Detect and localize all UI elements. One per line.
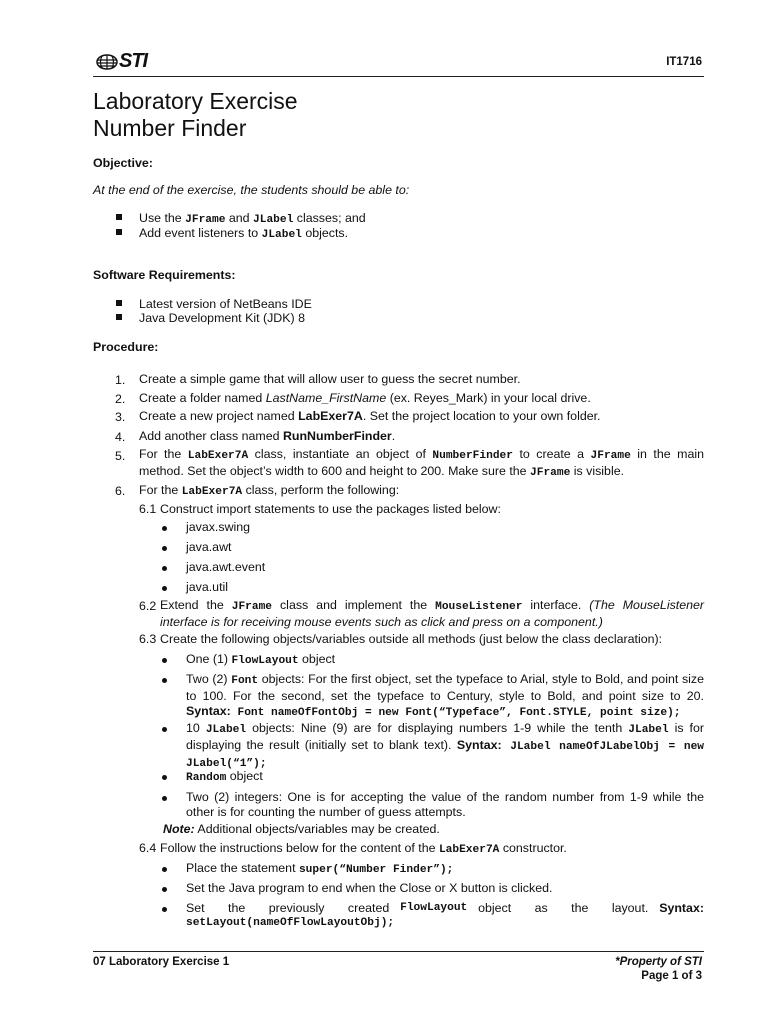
header-divider — [93, 76, 704, 77]
step-text: For the LabExer7A class, perform the following: — [139, 483, 400, 498]
bullet-icon — [116, 214, 122, 220]
package-item: java.util — [186, 580, 229, 594]
step-number: 2. — [115, 392, 126, 406]
step-text: Create a simple game that will allow user to guess the secret number. — [139, 372, 521, 386]
step-text: Create a new project named LabExer7A. Set the project location to your own folder. — [139, 409, 601, 423]
step-text: Add another class named RunNumberFinder. — [139, 429, 396, 443]
bullet-icon — [162, 796, 167, 801]
page-title: Laboratory Exercise — [93, 88, 298, 114]
substep-number: 6.1 — [139, 502, 157, 516]
footer-property: *Property of STI — [615, 956, 702, 968]
software-item: Java Development Kit (JDK) 8 — [139, 311, 305, 325]
footer-page-number: Page 1 of 3 — [641, 970, 702, 982]
step-number: 5. — [115, 449, 126, 463]
bullet-icon — [162, 546, 167, 551]
constructor-item: Place the statement super(“Number Finder”); — [186, 861, 454, 876]
bullet-icon — [162, 727, 167, 732]
substep-text: Follow the instructions below for the content of the LabExer7A constructor. — [160, 841, 567, 856]
object-item: Two (2) integers: One is for accepting the value of the random number from 1-9 while the other is for counting the number of guess attempts. — [186, 790, 704, 819]
course-code: IT1716 — [666, 56, 702, 68]
bullet-icon — [116, 300, 122, 306]
bullet-icon — [162, 658, 167, 663]
substep-text: Construct import statements to use the packages listed below: — [160, 502, 501, 516]
step-number: 3. — [115, 410, 126, 424]
object-item: 10 JLabel objects: Nine (9) are for displaying numbers 1-9 while the tenth JLabel is for displaying the result (initially set to blank text). Syntax: JLabel nameOfJLabelObj = new JLabel(“1”); — [186, 721, 705, 770]
software-heading: Software Requirements: — [93, 268, 236, 282]
globe-logo-icon — [96, 54, 118, 70]
footer-document-title: 07 Laboratory Exercise 1 — [93, 956, 230, 968]
procedure-heading: Procedure: — [93, 340, 159, 354]
step-number: 1. — [115, 373, 126, 387]
objective-item: Use the JFrame and JLabel classes; and — [139, 211, 366, 226]
step-number: 4. — [115, 430, 126, 444]
bullet-icon — [162, 586, 167, 591]
logo-text: STI — [119, 50, 148, 72]
object-item: Two (2) Font objects: For the first object, set the typeface to Arial, style to Bold, and point size to 100. For the second, set the typeface to Century, style to Bold, and point size to 20. Syntax: Font nameOfFontObj = new Font(“Typeface”, Font.STYLE, point size); — [186, 672, 704, 719]
object-item: One (1) FlowLayout object — [186, 652, 336, 667]
substep-number: 6.4 — [139, 841, 157, 855]
step-number: 6. — [115, 484, 126, 498]
substep-number: 6.2 — [139, 599, 157, 613]
objective-intro: At the end of the exercise, the students should be able to: — [93, 183, 410, 197]
bullet-icon — [162, 566, 167, 571]
substep-number: 6.3 — [139, 632, 157, 646]
objective-heading: Objective: — [93, 156, 153, 170]
footer-divider — [93, 951, 704, 952]
sti-logo — [96, 50, 147, 73]
bullet-icon — [162, 526, 167, 531]
bullet-icon — [116, 314, 122, 320]
bullet-icon — [162, 775, 167, 780]
package-item: java.awt — [186, 540, 232, 554]
bullet-icon — [162, 907, 167, 912]
package-item: javax.swing — [186, 520, 251, 534]
page-subtitle: Number Finder — [93, 115, 247, 141]
substep-text: Extend the JFrame class and implement the MouseListener interface. (The MouseListener interface is for receiving mouse events such as click and press on a component.) — [160, 598, 705, 629]
bullet-icon — [116, 229, 122, 235]
bullet-icon — [162, 867, 167, 872]
bullet-icon — [162, 887, 167, 892]
step-text: Create a folder named LastName_FirstName (ex. Reyes_Mark) in your local drive. — [139, 391, 591, 405]
constructor-item: Set the previously created FlowLayout object as the layout. Syntax: setLayout(nameOfFlowLayoutObj); — [186, 901, 704, 929]
package-item: java.awt.event — [186, 560, 266, 574]
substep-text: Create the following objects/variables outside all methods (just below the class declaration): — [160, 632, 663, 646]
bullet-icon — [162, 678, 167, 683]
note-text: Note: Additional objects/variables may be created. — [163, 822, 440, 836]
constructor-item: Set the Java program to end when the Close or X button is clicked. — [186, 881, 553, 895]
object-item: Random object — [186, 769, 263, 784]
step-text: For the LabExer7A class, instantiate an object of NumberFinder to create a JFrame in the main method. Set the object’s width to 600 and height to 200. Make sure the JFrame is visible. — [139, 447, 704, 479]
software-item: Latest version of NetBeans IDE — [139, 297, 312, 311]
objective-item: Add event listeners to JLabel objects. — [139, 226, 349, 241]
